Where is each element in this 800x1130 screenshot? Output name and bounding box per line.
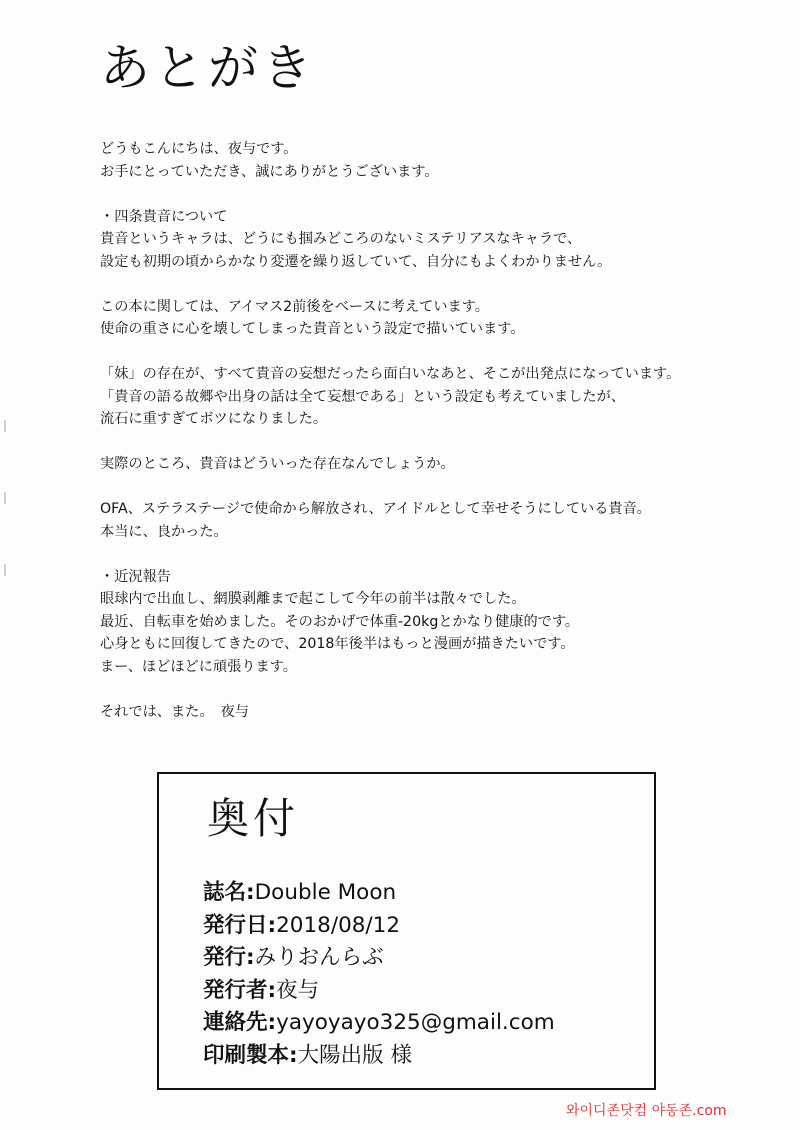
- colophon-key: 連絡先:: [203, 1010, 277, 1036]
- colophon-value: 夜与: [276, 977, 320, 1003]
- colophon-row-title: [203, 877, 555, 910]
- afterword-body: [100, 138, 780, 746]
- scan-mark: [4, 492, 6, 504]
- text-line: 「貴音の語る故郷や出身の話は全て妄想である」という設定も考えていましたが、: [100, 388, 625, 405]
- colophon-value: 大陽出版 様: [297, 1042, 412, 1068]
- text-line: それでは、また。 夜与: [100, 703, 249, 720]
- colophon-box: [157, 772, 656, 1090]
- paragraph-ofa: [100, 498, 780, 543]
- text-line: OFA、ステラステージで使命から解放され、アイドルとして幸せそうにしている貴音。: [100, 501, 651, 517]
- colophon-row-printer: [203, 1040, 555, 1073]
- colophon-title: 奥付: [207, 794, 300, 843]
- text-line: 設定も初期の頃からかなり変遷を繰り返していて、自分にもよくわかりません。: [100, 253, 612, 270]
- scan-edge-marks: [4, 420, 6, 680]
- colophon-key: 印刷製本:: [203, 1042, 298, 1068]
- colophon-key: 発行:: [203, 945, 255, 971]
- paragraph-greeting: [100, 138, 780, 183]
- colophon-key: 発行日:: [203, 912, 277, 938]
- text-line: 心身ともに回復してきたので、2018年後半はもっと漫画が描きたいです。: [100, 636, 575, 652]
- paragraph-signoff: [100, 701, 780, 724]
- paragraph-question: [100, 453, 780, 476]
- colophon-key: 誌名:: [203, 880, 255, 905]
- text-line: 実際のところ、貴音はどういった存在なんでしょうか。: [100, 456, 455, 472]
- text-line: この本に関しては、アイマス2前後をベースに考えています。: [100, 298, 489, 315]
- colophon-row-contact: [203, 1007, 555, 1040]
- text-line: ・四条貴音について: [100, 208, 228, 225]
- text-line: 流石に重すぎてボツになりました。: [100, 411, 328, 427]
- text-line: 眼球内で出血し、網膜剥離まで起こして今年の前半は散々でした。: [100, 591, 526, 607]
- afterword-title: あとがき: [100, 39, 316, 97]
- colophon-row-circle: [203, 942, 555, 975]
- text-line: 最近、自転車を始めました。そのおかげで体重-20kgとかなり健康的です。: [100, 613, 580, 630]
- scan-mark: [4, 420, 6, 432]
- text-line: どうもこんにちは、夜与です。: [100, 141, 298, 157]
- text-line: 「妹」の存在が、すべて貴音の妄想だったら面白いなあと、そこが出発点になっています。: [100, 366, 681, 382]
- colophon-row-date: [203, 910, 555, 943]
- colophon-value: Double Moon: [254, 880, 397, 905]
- colophon-value: yayoyayo325@gmail.com: [276, 1010, 555, 1036]
- colophon-row-publisher: [203, 975, 555, 1008]
- paragraph-setting: [100, 296, 780, 341]
- colophon-key: 発行者:: [203, 977, 277, 1003]
- paragraph-sister: [100, 363, 780, 431]
- colophon-value: 2018/08/12: [276, 912, 401, 938]
- paragraph-news: [100, 566, 780, 679]
- paragraph-character: [100, 206, 780, 274]
- text-line: 本当に、良かった。: [100, 523, 228, 540]
- text-line: お手にとっていただき、誠にありがとうございます。: [100, 163, 439, 180]
- text-line: 貴音というキャラは、どうにも掴みどころのないミステリアスなキャラで、: [100, 231, 582, 247]
- scan-mark: [4, 564, 6, 576]
- text-line: 使命の重さに心を壊してしまった貴音という設定で描いています。: [100, 321, 525, 337]
- text-line: まー、ほどほどに頑張ります。: [100, 658, 297, 675]
- colophon-value: みりおんらぶ: [254, 945, 384, 971]
- site-watermark: 와이디존닷컴 야동존.com: [566, 1103, 727, 1119]
- colophon-list: [203, 877, 555, 1073]
- text-line: ・近況報告: [100, 568, 171, 585]
